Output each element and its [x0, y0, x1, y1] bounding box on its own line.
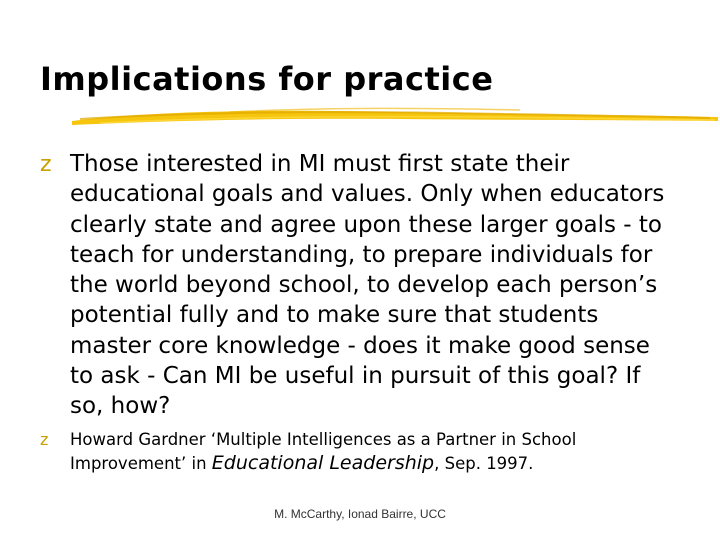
citation-line2-prefix: Improvement’ in — [70, 453, 212, 473]
citation-journal: Educational Leadership — [211, 451, 435, 474]
bullet-marker-icon: z — [40, 430, 49, 449]
citation-text — [40, 429, 680, 475]
citation-author: Howard Gardner ‘Multiple Intelligences as a Partner in School — [70, 430, 577, 449]
slide-footer: M. McCarthy, Ionad Bairre, UCC — [274, 507, 446, 521]
title-underline-brushstroke — [70, 100, 720, 134]
bullet-item-goals — [40, 149, 680, 422]
bullet-item-citation — [40, 429, 680, 475]
slide-title: Implications for practice — [40, 60, 494, 98]
bullet-text: Those interested in MI must first state their educational goals and values. Only when educators clearly state and agree upon these larger goals - to teach for understanding, to prepare individuals for the world beyond school, to develop each person’s potential fully and to make sure that students master core knowledge - does it make good sense to ask - Can MI be useful in pursuit of this goal? If so, how? — [70, 151, 665, 420]
citation-suffix: , Sep. 1997. — [434, 453, 534, 473]
bullet-marker-icon: z — [40, 152, 52, 177]
